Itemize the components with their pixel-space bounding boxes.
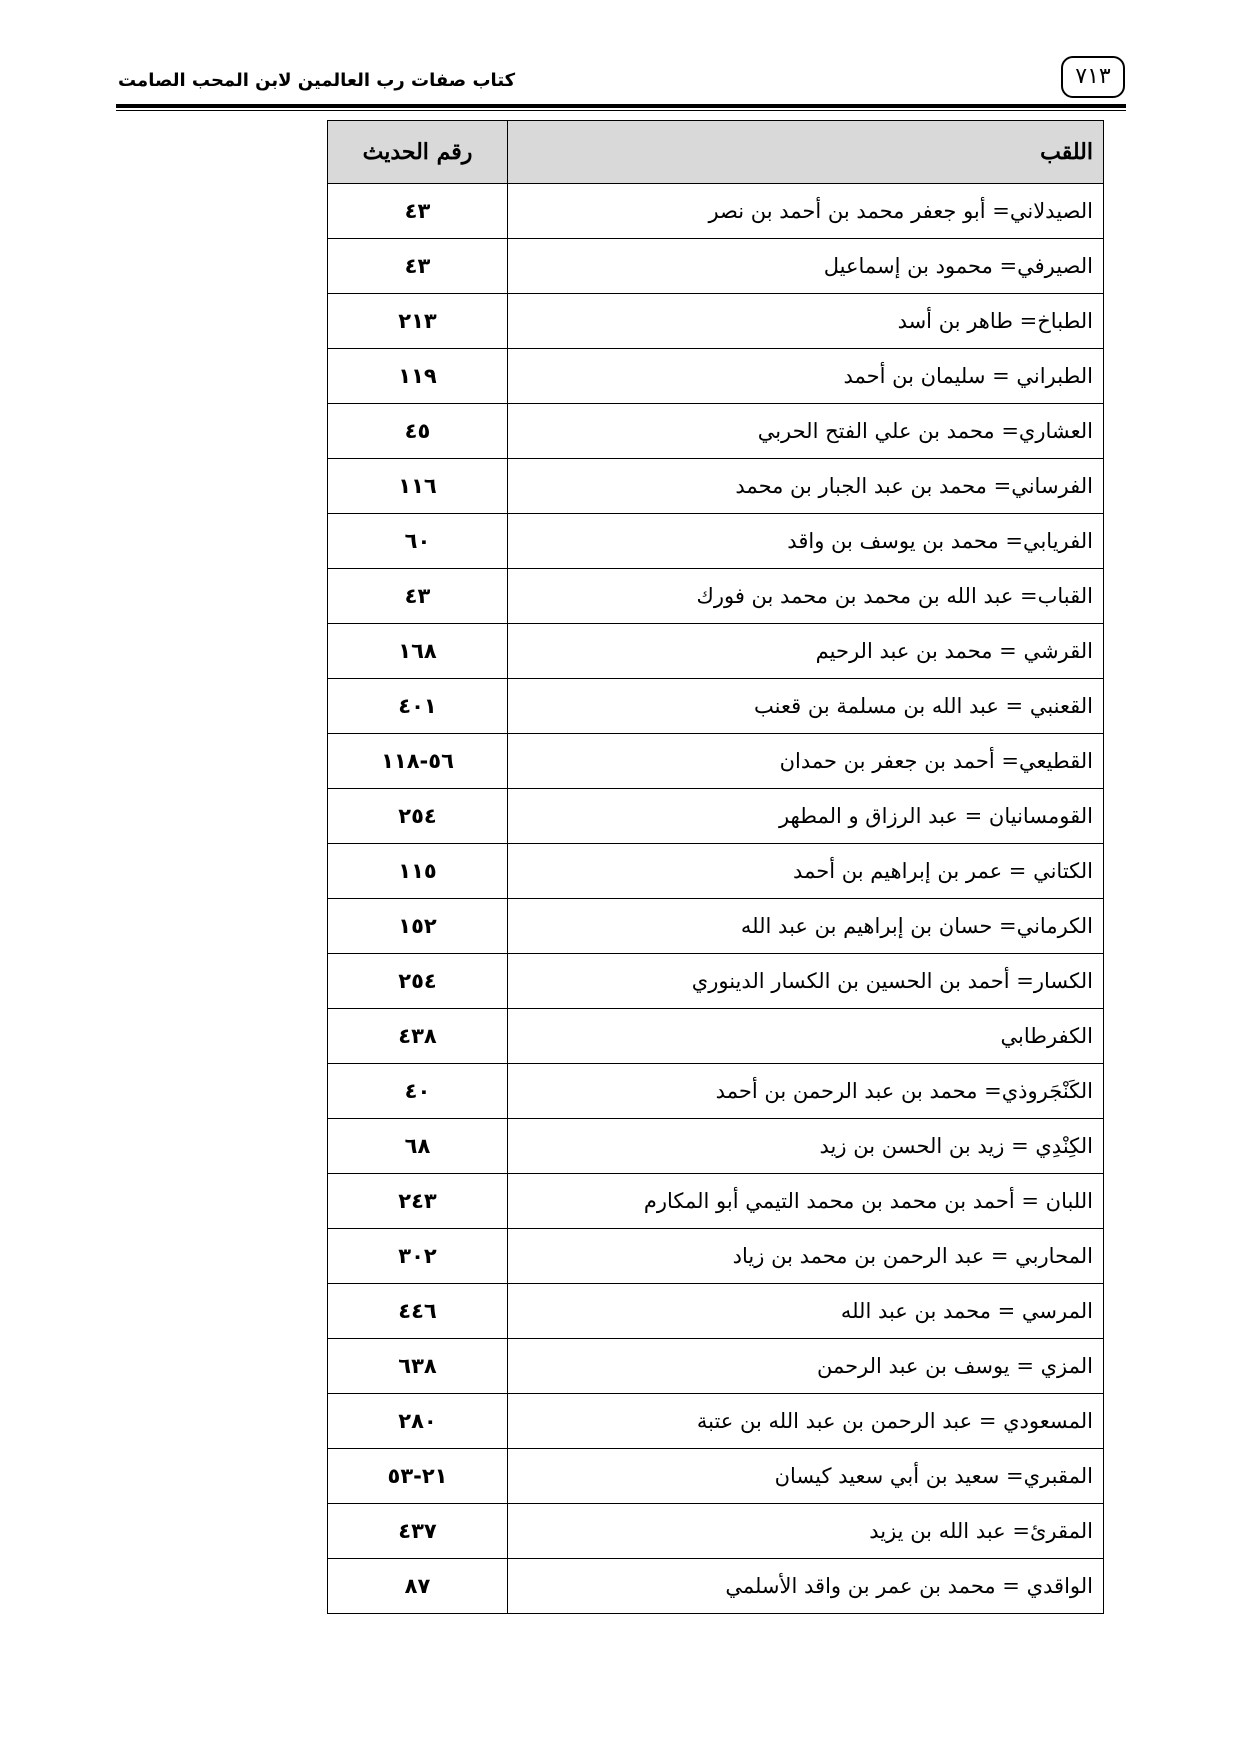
hadith-number-cell: ٤٣ — [328, 569, 508, 624]
hadith-number-cell: ٢٨٠ — [328, 1394, 508, 1449]
table-row — [328, 1504, 1104, 1559]
hadith-number-cell: ٦٨ — [328, 1119, 508, 1174]
column-header-laqab: اللقب — [508, 121, 1104, 184]
table-row — [328, 239, 1104, 294]
hadith-number-cell: ٤٠ — [328, 1064, 508, 1119]
laqab-cell: العشاري= محمد بن علي الفتح الحربي — [508, 404, 1104, 459]
laqab-cell: القرشي = محمد بن عبد الرحيم — [508, 624, 1104, 679]
table-row — [328, 1009, 1104, 1064]
laqab-cell: الواقدي = محمد بن عمر بن واقد الأسلمي — [508, 1559, 1104, 1614]
table-row — [328, 1119, 1104, 1174]
table-row — [328, 459, 1104, 514]
laqab-cell: المسعودي = عبد الرحمن بن عبد الله بن عتبة — [508, 1394, 1104, 1449]
hadith-number-cell: ٢٤٣ — [328, 1174, 508, 1229]
laqab-cell: القطيعي= أحمد بن جعفر بن حمدان — [508, 734, 1104, 789]
laqab-cell: الفريابي= محمد بن يوسف بن واقد — [508, 514, 1104, 569]
hadith-number-cell: ٥٦-١١٨ — [328, 734, 508, 789]
table-row — [328, 844, 1104, 899]
laqab-cell: الكِنْدِي = زيد بن الحسن بن زيد — [508, 1119, 1104, 1174]
laqab-cell: الكَنْجَروذي= محمد بن عبد الرحمن بن أحمد — [508, 1064, 1104, 1119]
laqab-cell: الطباخ= طاهر بن أسد — [508, 294, 1104, 349]
table-header-row — [328, 121, 1104, 184]
table-row — [328, 954, 1104, 1009]
hadith-number-cell: ٢١٣ — [328, 294, 508, 349]
laqab-cell: المقرئ= عبد الله بن يزيد — [508, 1504, 1104, 1559]
hadith-number-cell: ٤٣٧ — [328, 1504, 508, 1559]
hadith-number-cell: ٢٥٤ — [328, 954, 508, 1009]
laqab-cell: القباب= عبد الله بن محمد بن محمد بن فورك — [508, 569, 1104, 624]
hadith-number-cell: ٢١-٥٣ — [328, 1449, 508, 1504]
hadith-number-cell: ٦٠ — [328, 514, 508, 569]
table-row — [328, 624, 1104, 679]
page-header — [116, 56, 1126, 112]
laqab-cell: الصيدلاني= أبو جعفر محمد بن أحمد بن نصر — [508, 184, 1104, 239]
table-row — [328, 404, 1104, 459]
laqab-cell: المحاربي = عبد الرحمن بن محمد بن زياد — [508, 1229, 1104, 1284]
hadith-number-cell: ٨٧ — [328, 1559, 508, 1614]
header-rule — [116, 104, 1126, 108]
laqab-cell: الكرماني= حسان بن إبراهيم بن عبد الله — [508, 899, 1104, 954]
laqab-cell: الكتاني = عمر بن إبراهيم بن أحمد — [508, 844, 1104, 899]
book-title: كتاب صفات رب العالمين لابن المحب الصامت — [118, 70, 516, 91]
hadith-number-cell: ٤٠١ — [328, 679, 508, 734]
hadith-number-cell: ١١٦ — [328, 459, 508, 514]
laqab-cell: المقبري= سعيد بن أبي سعيد كيسان — [508, 1449, 1104, 1504]
table-row — [328, 349, 1104, 404]
table-row — [328, 569, 1104, 624]
hadith-number-cell: ٤٣ — [328, 239, 508, 294]
table-row — [328, 1559, 1104, 1614]
laqab-cell: القومسانيان = عبد الرزاق و المطهر — [508, 789, 1104, 844]
laqab-cell: اللبان = أحمد بن محمد بن محمد التيمي أبو المكارم — [508, 1174, 1104, 1229]
laqab-cell: المرسي = محمد بن عبد الله — [508, 1284, 1104, 1339]
table-row — [328, 899, 1104, 954]
table-row — [328, 1449, 1104, 1504]
laqab-index-table — [327, 120, 1104, 1614]
laqab-cell: الكسار= أحمد بن الحسين بن الكسار الدينوري — [508, 954, 1104, 1009]
hadith-number-cell: ١١٩ — [328, 349, 508, 404]
table-row — [328, 514, 1104, 569]
hadith-number-cell: ٢٥٤ — [328, 789, 508, 844]
laqab-cell: المزي = يوسف بن عبد الرحمن — [508, 1339, 1104, 1394]
table-row — [328, 789, 1104, 844]
laqab-cell: القعنبي = عبد الله بن مسلمة بن قعنب — [508, 679, 1104, 734]
hadith-number-cell: ١٦٨ — [328, 624, 508, 679]
hadith-number-cell: ٤٤٦ — [328, 1284, 508, 1339]
table-row — [328, 1284, 1104, 1339]
hadith-number-cell: ٣٠٢ — [328, 1229, 508, 1284]
table-row — [328, 184, 1104, 239]
laqab-cell: الكفرطابي — [508, 1009, 1104, 1064]
laqab-cell: الطبراني = سليمان بن أحمد — [508, 349, 1104, 404]
hadith-number-cell: ١١٥ — [328, 844, 508, 899]
page-number: ٧١٣ — [1061, 56, 1125, 98]
hadith-number-cell: ٤٣ — [328, 184, 508, 239]
table-row — [328, 1339, 1104, 1394]
table-row — [328, 679, 1104, 734]
hadith-number-cell: ٤٣٨ — [328, 1009, 508, 1064]
header-rule-thin — [116, 110, 1126, 111]
column-header-hadith-number: رقم الحديث — [328, 121, 508, 184]
hadith-number-cell: ١٥٢ — [328, 899, 508, 954]
table-row — [328, 734, 1104, 789]
hadith-number-cell: ٦٣٨ — [328, 1339, 508, 1394]
hadith-number-cell: ٤٥ — [328, 404, 508, 459]
table-row — [328, 1394, 1104, 1449]
table-row — [328, 1174, 1104, 1229]
table-row — [328, 1064, 1104, 1119]
table-body — [328, 184, 1104, 1614]
table-row — [328, 294, 1104, 349]
laqab-cell: الفرساني= محمد بن عبد الجبار بن محمد — [508, 459, 1104, 514]
laqab-cell: الصيرفي= محمود بن إسماعيل — [508, 239, 1104, 294]
table-row — [328, 1229, 1104, 1284]
